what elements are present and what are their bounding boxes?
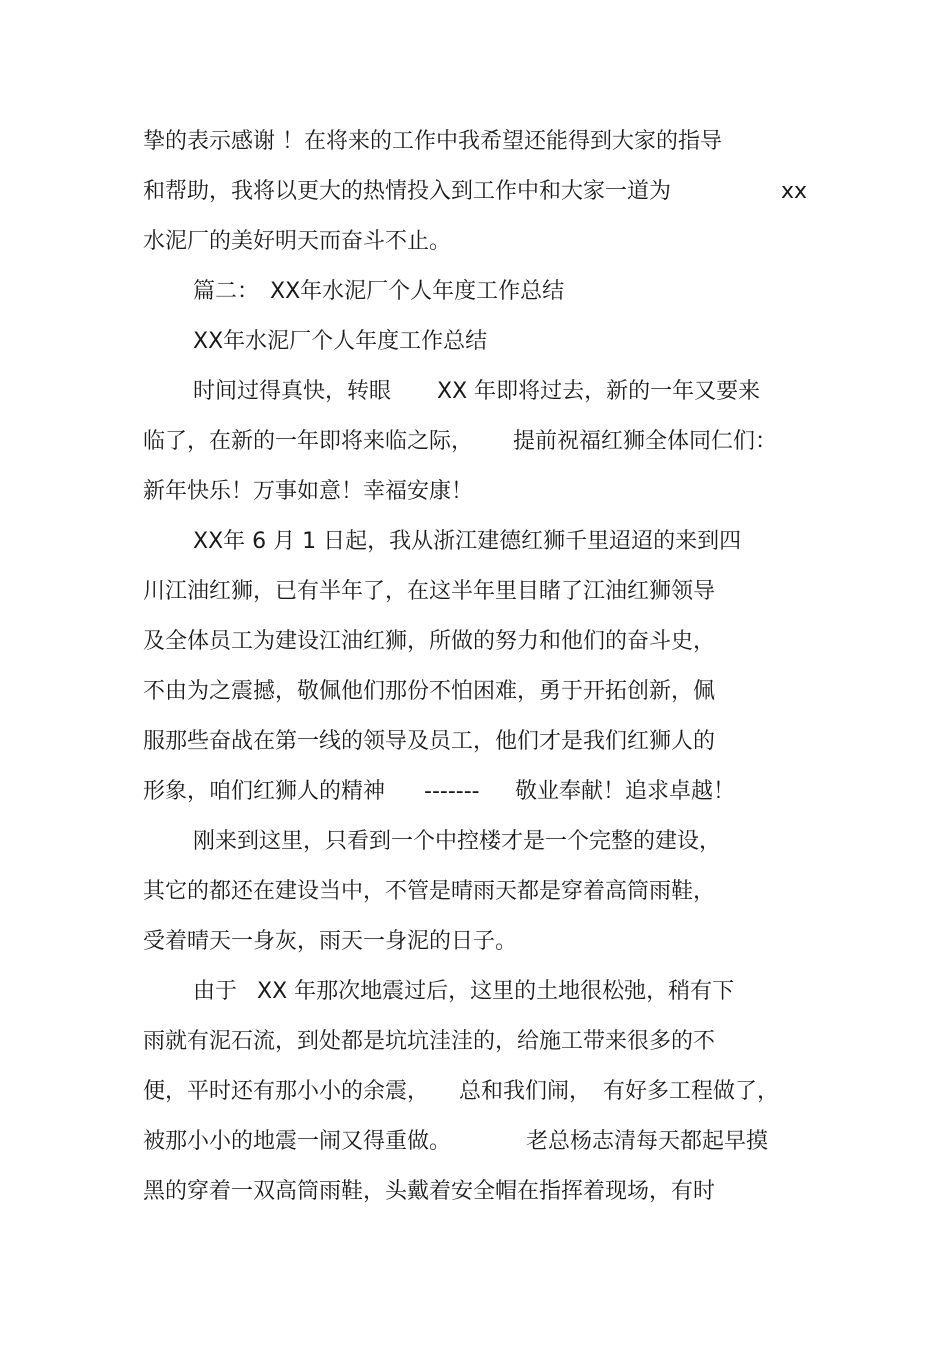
text-segment: XX年 6 月 1 日起，我从浙江建德红狮千里迢迢的来到四 [193, 529, 742, 554]
text-segment: 其它的都还在建设当中，不管是晴雨天都是穿着高筒雨鞋， [143, 879, 716, 904]
text-segment: 黑的穿着一双高筒雨鞋，头戴着安全帽在指挥着现场，有时 [143, 1179, 716, 1204]
text-segment: 雨就有泥石流，到处都是坑坑洼洼的，给施工带来很多的不 [143, 1029, 716, 1054]
text-segment: 受着晴天一身灰，雨天一身泥的日子。 [143, 929, 518, 954]
text-segment: 挚的表示感谢 ！在将来的工作中我希望还能得到大家的指导 [143, 129, 722, 154]
text-segment: 和帮助，我将以更大的热情投入到工作中和大家一道为 [143, 179, 672, 204]
text-segment: 服那些奋战在第一线的领导及员工，他们才是我们红狮人的 [143, 729, 716, 754]
text-segment: 敬业奉献！追求卓越！ [515, 779, 736, 804]
text-segment: 水泥厂的美好明天而奋斗不止。 [143, 229, 452, 254]
text-segment: 便，平时还有那小小的余震， [143, 1079, 430, 1104]
text-segment: XX 年那次地震过后，这里的土地很松弛，稍有下 [257, 979, 735, 1004]
text-segment: XX 年即将过去，新的一年又要来 [437, 379, 761, 404]
text-segment: 及全体员工为建设江油红狮，所做的努力和他们的奋斗史， [143, 629, 716, 654]
dash-separator: ------- [424, 779, 480, 804]
text-segment: xx [781, 179, 808, 204]
text-segment: 形象，咱们红狮人的精神 [143, 779, 386, 804]
text-segment: 被那小小的地震一闹又得重做。 [143, 1129, 452, 1154]
text-segment: 临了，在新的一年即将来临之际， [143, 429, 474, 454]
text-segment: 新年快乐！万事如意！幸福安康！ [143, 479, 474, 504]
section-label: 篇二： [193, 279, 260, 304]
text-segment: 总和我们闹， [459, 1079, 592, 1104]
text-segment: 有好多工程做了， [603, 1079, 780, 1104]
text-segment: 刚来到这里，只看到一个中控楼才是一个完整的建设， [193, 829, 722, 854]
text-segment: 由于 [193, 979, 238, 1004]
text-segment: XX年水泥厂个人年度工作总结 [193, 329, 488, 354]
text-segment: 老总杨志清每天都起早摸 [526, 1129, 769, 1154]
text-segment: 时间过得真快，转眼 [193, 379, 392, 404]
section-title: XX年水泥厂个人年度工作总结 [270, 279, 565, 304]
text-segment: 川江油红狮，已有半年了，在这半年里目睹了江油红狮领导 [143, 579, 716, 604]
text-segment: 不由为之震撼，敬佩他们那份不怕困难，勇于开拓创新，佩 [143, 679, 716, 704]
text-segment: 提前祝福红狮全体同仁们： [513, 429, 778, 454]
